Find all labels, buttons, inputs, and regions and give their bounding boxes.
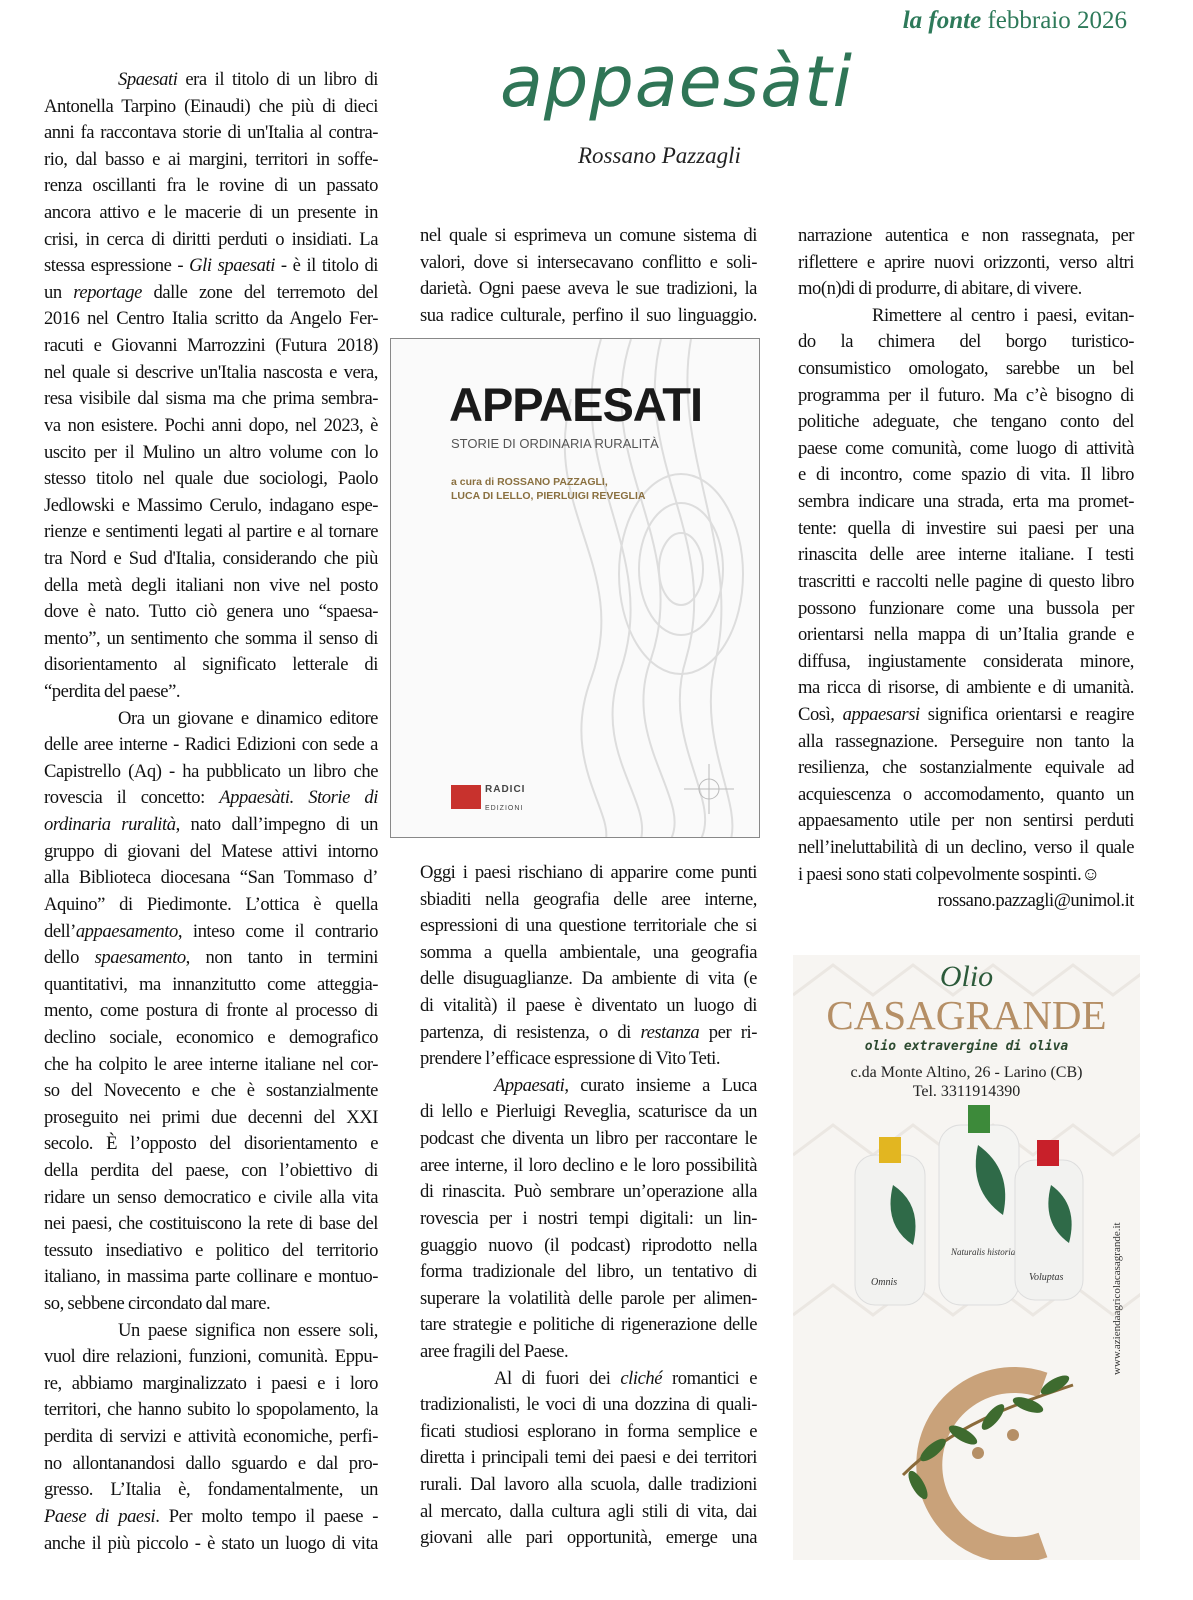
text-line (798, 702, 1134, 729)
text-line (798, 755, 1134, 782)
text-line (44, 466, 378, 493)
text: paese come comunità, come luogo di attività (798, 437, 1134, 459)
text: mento, come postura di fronte al processo di (44, 1000, 378, 1022)
text: Così, (798, 703, 843, 725)
text-line (798, 569, 1134, 596)
text-line (44, 306, 378, 333)
text: forma tradizionale del libro, un tentativo di (420, 1261, 757, 1283)
cover-editors-line: a cura di ROSSANO PAZZAGLI, (451, 476, 608, 488)
text-line (420, 913, 757, 940)
text-line (798, 782, 1134, 809)
text-line (44, 626, 378, 653)
masthead (903, 6, 1127, 36)
ad-tagline: olio extravergine di oliva (864, 1039, 1069, 1054)
text: uscito per il Mulino un altro volume con lo (44, 441, 378, 463)
text: anche il più piccolo - è stato un luogo di vita (44, 1532, 378, 1554)
text: rienze e sentimenti legati al partire e al tornare (44, 521, 378, 543)
italic-text: Spaesati (118, 69, 178, 90)
text: no allontanandosi dallo sguardo e dal pro- (44, 1452, 378, 1474)
text: sua radice culturale, perfino il suo linguaggio. (420, 304, 757, 326)
text: mento”, un sentimento che somma il senso di (44, 627, 378, 649)
text-line (44, 599, 378, 626)
text: possono funzionare come una bussola per (798, 597, 1134, 619)
text: di vitalità) il paese è diventato un luogo di (420, 995, 757, 1017)
masthead-brand: la fonte (902, 7, 982, 34)
text-line (420, 1259, 757, 1286)
text-line (44, 147, 378, 174)
cover-editors-line: LUCA DI LELLO, PIERLUIGI REVEGLIA (451, 490, 646, 502)
text: podcast che diventa un libro per raccontare le (420, 1128, 757, 1150)
text-line (44, 1025, 378, 1052)
text-line (420, 993, 757, 1020)
text: che ha colpito le aree interne italiane nel cor- (44, 1053, 378, 1075)
text-line (44, 1397, 378, 1424)
text-line (44, 972, 378, 999)
text: va non esistere. Pochi anni dopo, nel 2023, è (44, 414, 378, 436)
article-column-3 (798, 223, 1134, 915)
bottle-label: Naturalis historia (951, 1247, 1016, 1257)
text-line (44, 945, 378, 972)
text: politiche adeguate, che tengano conto del (798, 411, 1134, 433)
text: resilienza, che sostanzialmente equivale ad (798, 757, 1134, 779)
text-line (44, 1424, 378, 1451)
ad-brand: CASAGRANDE (826, 992, 1107, 1038)
text: territori, che hanno subito lo spopolamento, la (44, 1399, 378, 1421)
text-line (420, 1099, 757, 1126)
text: narrazione autentica e non rassegnata, per (798, 225, 1134, 246)
olive-oil-bottles (855, 1105, 1083, 1305)
text: , non tanto in termini (185, 947, 378, 969)
text-line (44, 785, 378, 812)
text: Jedlowski e Massimo Cerulo, indagano espe- (44, 494, 378, 516)
text-line (798, 808, 1134, 835)
text: rossano.pazzagli@unimol.it (937, 890, 1134, 912)
text: stessa espressione - (44, 255, 190, 277)
text-line (44, 1238, 378, 1265)
italic-text: cliché (620, 1367, 663, 1389)
text-line (44, 706, 378, 733)
text-line (44, 1451, 378, 1478)
text-line (44, 1344, 378, 1371)
text-line (420, 1366, 757, 1393)
publisher-logo (451, 779, 525, 815)
text: aree fragili del Paese. (420, 1340, 569, 1362)
text-line (798, 356, 1134, 383)
text-line (798, 250, 1134, 277)
text: stesso titolo nel quale due sociologi, Paolo (44, 468, 378, 490)
text-line (44, 1477, 378, 1504)
text: della metà degli italiani non vive nel posto (44, 574, 378, 596)
text: so, sebbene circondato dal mare. (44, 1293, 271, 1315)
text-line (44, 1318, 378, 1345)
text: gresso. L’Italia è, fondamentalmente, un (44, 1479, 378, 1501)
text-line (44, 679, 378, 706)
text: di rinascita. Può sembrare un’operazione alla (420, 1181, 757, 1203)
italic-text: Gli spaesati (189, 255, 275, 277)
text: re, abbiamo marginalizzato i paesi e i loro (44, 1372, 378, 1394)
text: 2016 nel Centro Italia scritto da Angelo Fer- (44, 308, 378, 330)
text-line (420, 1312, 757, 1339)
text: rinascita delle aree interne italiane. I testi (798, 544, 1134, 566)
text-line (420, 1153, 757, 1180)
text: tente: quella di investire sui paesi per una (798, 517, 1134, 539)
text: riflettere e aprire nuovi orizzonti, verso altri (798, 251, 1134, 273)
text-line (44, 892, 378, 919)
text-line (420, 1419, 757, 1446)
text: rio, dal basso e ai margini, territori in soffe- (44, 148, 378, 170)
text-line (44, 919, 378, 946)
italic-text: spaesamento (94, 947, 186, 969)
text-line (44, 94, 378, 121)
text: acquiescenza o accomodamento, quanto un (798, 783, 1134, 805)
text: Un paese significa non essere soli, (118, 1319, 378, 1341)
article-column-2-bottom (420, 860, 757, 1552)
text: Ora un giovane e dinamico editore (118, 707, 378, 729)
text: della perdita del paese, con l’obiettivo di (44, 1159, 378, 1181)
text-line (798, 835, 1134, 862)
text-line (798, 622, 1134, 649)
text-line (420, 1179, 757, 1206)
cover-title: APPAESATI (449, 378, 703, 431)
text: trascritti e raccolti nelle pagine di questo libro (798, 570, 1134, 592)
text: Al di fuori dei (494, 1367, 621, 1389)
text: partenza, di resistenza, o di (420, 1021, 641, 1043)
article-title: appaesàti (500, 41, 853, 123)
italic-text: Appaesati (494, 1074, 565, 1096)
text: valori, dove si intersecavano conflitto e soli- (420, 251, 757, 273)
text: Rimettere al centro i paesi, evitan- (872, 304, 1134, 326)
text: renza oscillanti fra le rovine di un passato (44, 175, 378, 197)
italic-text: Appaesàti. Storie di (219, 787, 378, 809)
text-line (44, 546, 378, 573)
italic-text: appaesarsi (842, 703, 920, 725)
text: nell’ineluttabilità di un declino, verso il quale (798, 837, 1134, 859)
text-line (420, 1046, 757, 1073)
text-line (798, 489, 1134, 516)
text: gruppo di giovani del Matese attivi intorno (44, 840, 378, 862)
text-line (798, 409, 1134, 436)
italic-text: restanza (640, 1021, 700, 1043)
text-line (44, 1158, 378, 1185)
text-line (44, 360, 378, 387)
text-line (44, 253, 378, 280)
text: romantici e (662, 1367, 757, 1389)
text: nei paesi, che costituiscono la rete di base del (44, 1213, 378, 1235)
article-column-1 (44, 67, 378, 1557)
text-line (420, 250, 757, 277)
text-line (798, 383, 1134, 410)
text: dove è nato. Tutto ciò genera uno “spaesa- (44, 601, 378, 623)
text-line (420, 223, 757, 250)
text: . Per molto tempo il paese - (155, 1505, 379, 1527)
text: superare la volatilità delle parole per alimen- (420, 1287, 757, 1309)
text-line (44, 759, 378, 786)
cover-subtitle: STORIE DI ORDINARIA RURALITÀ (451, 436, 659, 451)
text: disorientamento al significato letterale di (44, 654, 378, 676)
text-line (44, 280, 378, 307)
text-line (798, 276, 1134, 303)
text: rovescia il concetto: (44, 787, 220, 809)
italic-text: appaesamento (75, 920, 178, 942)
text: dello (44, 947, 95, 969)
text: vuol dire relazioni, funzioni, comunità. Eppu- (44, 1346, 378, 1368)
text-line (420, 1525, 757, 1552)
radici-logo-icon (451, 785, 481, 809)
article-author: Rossano Pazzagli (578, 143, 741, 168)
text: “perdita del paese”. (44, 681, 181, 703)
text-line (420, 1286, 757, 1313)
text-line (44, 519, 378, 546)
text-line (798, 729, 1134, 756)
text: rurali. Dal lavoro alla scuola, dalle tradizioni (420, 1474, 757, 1496)
text: crisi, in cerca di diritti perduti o insidiati. La (44, 228, 378, 250)
text: dell’ (44, 920, 76, 942)
publisher-name: RADICI (485, 784, 526, 795)
text-line (44, 812, 378, 839)
text-line (420, 1339, 757, 1366)
text: italiano, in massima parte collinare e montuo- (44, 1266, 378, 1288)
ad-contact (793, 1063, 1140, 1101)
text-line (420, 1206, 757, 1233)
text: tessuto insediativo e politico del territorio (44, 1239, 378, 1261)
text-line (798, 329, 1134, 356)
text-line (44, 227, 378, 254)
text: do la chimera del borgo turistico- (798, 331, 1134, 353)
text-line (798, 542, 1134, 569)
text: significa orientarsi e reagire (919, 703, 1134, 725)
text-line (420, 1020, 757, 1047)
ad-olio: Olio (939, 960, 994, 993)
text: sembra indicare una strada, erta ma promet- (798, 491, 1134, 513)
text: ridare un senso democratico e civile alla vita (44, 1186, 378, 1208)
text: Aquino” di Piedimonte. L’ottica è quella (44, 893, 378, 915)
text: appaesamento utile per non sentirsi perduti (798, 810, 1134, 832)
text: ficati studiosi esplorano in forma semplice e (420, 1420, 757, 1442)
text: tare strategie e politiche di rigenerazione delle (420, 1314, 757, 1336)
ad-address: c.da Monte Altino, 26 - Larino (CB) (850, 1064, 1083, 1081)
text: perdita di servizi e attività economiche, perfi- (44, 1426, 378, 1448)
text: diretta i principali temi dei paesi e dei territori (420, 1447, 757, 1469)
bottle-label: Voluptas (1029, 1272, 1064, 1283)
text-line (44, 173, 378, 200)
ad-website: www.aziendaagricolacasagrande.it (1111, 1222, 1123, 1375)
text-line (420, 887, 757, 914)
text-line (44, 839, 378, 866)
text-line (44, 1264, 378, 1291)
text-line (44, 67, 378, 94)
text: sbiaditi nella geografia delle aree interne, (420, 888, 757, 910)
italic-text: Paese di paesi (44, 1505, 156, 1527)
text: somma a quella ambientale, una geografia (420, 941, 757, 963)
text: giovani alle pari opportunità, emerge una (420, 1527, 757, 1549)
text-line (420, 1499, 757, 1526)
text: Antonella Tarpino (Einaudi) che più di dieci (44, 95, 378, 117)
text-line (44, 120, 378, 147)
text: i paesi sono stati colpevolmente sospinti.☺ (798, 863, 1100, 885)
text: secolo. È l’opposto del disorientamento e (44, 1133, 378, 1155)
text-line (798, 303, 1134, 330)
text: , curato insieme a Luca (564, 1074, 757, 1096)
text: tradizionalisti, le voci di una dozzina di quali- (420, 1394, 757, 1416)
text-line (420, 860, 757, 887)
text: prendere l’efficace espressione di Vito Teti. (420, 1048, 721, 1070)
text-line (44, 413, 378, 440)
text: , nato dall’impegno di un (175, 814, 378, 836)
text: quantitativi, ma innanzitutto come atteggia- (44, 973, 378, 995)
text-line (44, 652, 378, 679)
text-line (420, 276, 757, 303)
italic-text: ordinaria ruralità (44, 814, 176, 836)
text: anni fa raccontava storie di un'Italia al contra- (44, 122, 378, 144)
bottle-label: Omnis (871, 1277, 898, 1288)
text-line (44, 865, 378, 892)
text: nel quale si esprimeva un comune sistema di (420, 225, 757, 246)
text: racuti e Giovanni Marrozzini (Futura 2018) (44, 335, 378, 357)
text: espressioni di una questione territoriale che si (420, 915, 757, 937)
text: delle disuguaglianze. Da ambiente di vita (e (420, 968, 757, 990)
text-line (44, 1105, 378, 1132)
text: aree interne, il loro declino e le loro possibilità (420, 1154, 757, 1176)
text-line (420, 940, 757, 967)
text: darietà. Ogni paese aveva le sue tradizioni, la (420, 278, 757, 300)
casagrande-advertisement (793, 955, 1140, 1560)
text-line (798, 223, 1134, 250)
publisher-sub: EDIZIONI (485, 805, 524, 812)
text: di lello e Pierluigi Reveglia, scaturisce da un (420, 1101, 757, 1123)
text-line (44, 1291, 378, 1318)
text-line (44, 998, 378, 1025)
italic-text: reportage (73, 281, 142, 303)
text: consumistico omologato, sarebbe un bel (798, 358, 1134, 380)
text: al mercato, dalla cultura agli stili di vita, dai (420, 1500, 757, 1522)
text: diffusa, ingiustamente considerata minore, (798, 650, 1134, 672)
ad-phone: Tel. 3311914390 (912, 1083, 1021, 1100)
text-line (420, 303, 757, 330)
text-line (44, 1531, 378, 1558)
text: Oggi i paesi rischiano di apparire come punti (420, 862, 757, 883)
text: guaggio nuovo (il podcast) riprodotto nella (420, 1234, 757, 1256)
compass-icon (684, 764, 734, 814)
text-line (44, 1131, 378, 1158)
text: declino sociale, economico e demografico (44, 1026, 378, 1048)
text-line (44, 1078, 378, 1105)
article-column-2-top (420, 223, 757, 329)
text-line (44, 1371, 378, 1398)
text: per ri- (699, 1021, 757, 1043)
book-cover-image (390, 338, 760, 838)
casagrande-c-logo-icon (903, 1372, 1073, 1550)
text: mo(n)di di produrre, di abitare, di vivere. (798, 278, 1082, 300)
text: ma ricca di risorse, di ambiente e di umanità. (798, 677, 1134, 699)
cover-editors (451, 475, 645, 503)
text-line (420, 1073, 757, 1100)
text-line (44, 1052, 378, 1079)
text-line (420, 966, 757, 993)
text-line (44, 1211, 378, 1238)
text-line (420, 1392, 757, 1419)
text-line (44, 386, 378, 413)
text-line (420, 1126, 757, 1153)
text-line (44, 732, 378, 759)
text-line (798, 649, 1134, 676)
text-line (798, 516, 1134, 543)
text-line (798, 436, 1134, 463)
text-line (420, 1472, 757, 1499)
text: so del Novecento e che è sostanzialmente (44, 1080, 378, 1102)
text: programma per il futuro. Ma c’è bisogno di (798, 384, 1134, 406)
text-line (44, 200, 378, 227)
text: rovescia per i nostri tempi digitali: un lin- (420, 1207, 757, 1229)
text-line (798, 888, 1134, 915)
text: proseguito nei primi due decenni del XXI (44, 1106, 378, 1128)
text: delle aree interne - Radici Edizioni con sede a (44, 734, 378, 756)
text: alla rassegnazione. Perseguire non tanto la (798, 730, 1134, 752)
text: un (44, 281, 74, 303)
text: nel quale si descrive un'Italia nascosta e vera, (44, 361, 378, 383)
text: e di incontro, come spazio di vita. Il libro (798, 464, 1134, 486)
text-line (420, 1445, 757, 1472)
text-line (44, 333, 378, 360)
text: resa visibile dal sisma ma che prima sembra- (44, 388, 378, 410)
text-line (44, 1504, 378, 1531)
text: dalle zone del terremoto del (141, 281, 378, 303)
text: Capistrello (Aq) - ha pubblicato un libro che (44, 760, 378, 782)
text-line (798, 596, 1134, 623)
text-line (798, 862, 1134, 889)
masthead-date: febbraio 2026 (987, 7, 1127, 34)
text-line (798, 462, 1134, 489)
text-line (44, 493, 378, 520)
text: ancora attivo e le macerie di un presente in (44, 202, 378, 224)
text: orientarsi nella mappa di un’Italia grande e (798, 624, 1134, 646)
text: alla Biblioteca diocesana “San Tommaso d’ (44, 867, 378, 889)
text-line (44, 573, 378, 600)
text: era il titolo di un libro di (177, 69, 378, 90)
text: - è il titolo di (274, 255, 379, 277)
text-line (44, 1185, 378, 1212)
text: tra Nord e Sud d'Italia, considerando che più (44, 547, 378, 569)
text-line (44, 440, 378, 467)
text: , inteso come il contrario (177, 920, 378, 942)
text-line (798, 675, 1134, 702)
text-line (420, 1233, 757, 1260)
